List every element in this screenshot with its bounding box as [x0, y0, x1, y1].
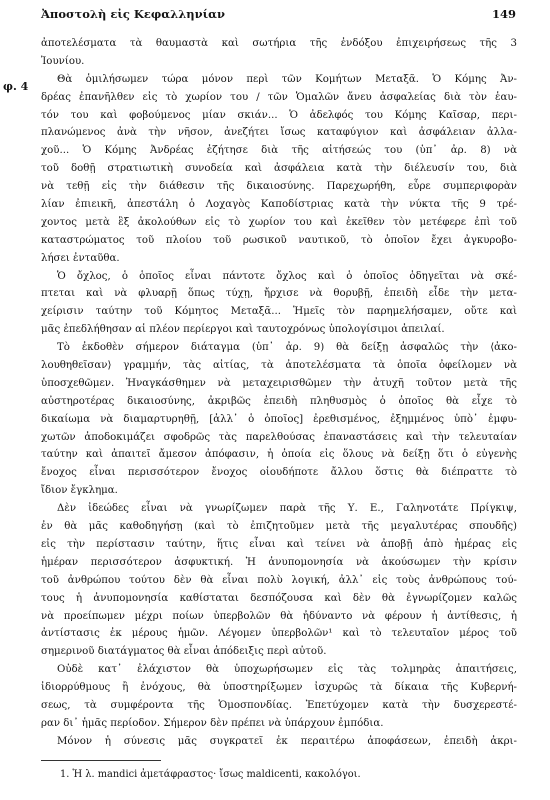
- text-line: νὰ προείπωμεν μέχρι ποίων ὑπερβολῶν θὰ ἠδύναντο νὰ φέρουν ἡ ἀντίθεσις, ἡ: [41, 610, 517, 622]
- text-line: χοντος μετὰ ἓξ ἀκολούθων εἰς τὸ χωρίον του καὶ ἐκεῖθεν τὸν μετέφερε ἐπὶ τοῦ: [41, 216, 517, 228]
- text-line: λίαν ἐπιεικῆ, ἀπεστάλη ὁ Λοχαγὸς Καποδίστριας κατὰ τὴν νύκτα τῆς 9 τρέ-: [41, 199, 517, 211]
- text-line: δικαίωμα νὰ διαμαρτυρηθῇ, [ἀλλ᾽ ὁ ὁποῖος] ἐρεθισμένος, ἐξημμένος ὑπὸ᾽ ἐμφυ-: [41, 413, 517, 425]
- text-line: δρέας ἐπανῆλθεν εἰς τὸ χωρίον του / τῶν Ὁμαλῶν ἄνευ ἀσφαλείας διὰ τὸν ἑαυ-: [41, 91, 517, 103]
- text-line: ἐν θὰ μᾶς καθοδηγήσῃ (καὶ τὸ ἐπιζητοῦμεν μετὰ τῆς μεγαλυτέρας σπουδῆς): [41, 521, 517, 533]
- text-line: ἀποτελέσματα τὰ θαυμαστὰ καὶ σωτήρια τῆς ἐνδόξου ἐπιχειρήσεως τῆς 3: [41, 38, 517, 49]
- text-line: νὰ τεθῇ εἰς τὴν διάθεσιν τῆς δικαιοσύνης. Παρεχωρήθη, εὗρε συμπεριφορὰν: [41, 181, 517, 193]
- text-line: ἡμέραν περισσότερον ἀσφυκτική. Ἡ ἀνυπομονησία νὰ ἀκούσωμεν τὴν κρίσιν: [41, 556, 517, 568]
- margin-folio-note: φ. 4: [3, 80, 29, 93]
- text-line: πτεται καὶ νὰ φλυαρῇ ὅπως τύχῃ, ἤρχισε νὰ θορυβῇ, ἐπειδὴ εἶδε τὴν μετα-: [41, 288, 517, 300]
- text-line: μᾶς ἐπεδλήθησαν αἱ πλέον περίεργοι καὶ ταυτοχρόνως ὑπολογίσιμοι ἀπειλαί.: [41, 324, 445, 336]
- text-line: καταστρώματος τοῦ πλοίου τοῦ ρωσικοῦ ναυτικοῦ, τὸ ὁποῖον ἔχει ἀγκυροβο-: [41, 234, 517, 246]
- text-line: λουθηθεῖσαν⟩ γραμμήν, τὰς αἰτίας, τὰ ἀποτελέσματα τὰ ὁποῖα ὀφείλομεν νὰ: [41, 360, 517, 372]
- text-line: Θὰ ὁμιλήσωμεν τώρα μόνον περὶ τῶν Κομήτων Μεταξᾶ. Ὁ Κόμης Ἀν-: [57, 73, 517, 85]
- text-line: τοῦ δοθῇ στρατιωτικὴ συνοδεία καὶ ἀσφάλεια κατὰ τὴν διέλευσίν του, διὰ: [41, 163, 517, 175]
- running-title: Ἀποστολὴ εἰς Κεφαλληνίαν: [41, 7, 225, 21]
- text-line: εἰς τὴν περίστασιν ταύτην, ἥτις εἶναι καὶ τείνει νὰ ἀποβῇ ἀπὸ ἡμέρας εἰς: [41, 538, 517, 550]
- text-line: σεως, τὰ συμφέροντα τῆς Ὁμοσπονδίας. Ἐπετύχομεν κατὰ τὴν δυσχερεστέ-: [41, 699, 517, 711]
- text-line: Δὲν ἰδεώδες εἶναι νὰ γνωρίζωμεν παρὰ τῆς Υ. Ε., Γαληνοτάτε Πρίγκιψ,: [57, 503, 517, 515]
- page-number: 149: [491, 7, 516, 21]
- running-head: [41, 7, 516, 21]
- text-line: λήσει ἐνταῦθα.: [41, 252, 120, 264]
- text-line: Ἰουνίου.: [41, 55, 85, 67]
- text-line: χοῦ... Ὁ Κόμης Ἀνδρέας ἐζήτησε διὰ τῆς αἰτήσεώς του (ὑπ᾽ ἀρ. 8) νὰ: [41, 145, 517, 157]
- text-line: σημερινοῦ διατάγματος θὰ εἶναι ἀπόδειξις περὶ αὐτοῦ.: [41, 646, 327, 658]
- text-line: ὑποσχεθῶμεν. Ἠναγκάσθημεν νὰ μεταχειρισθῶμεν τὴν ἀτυχῆ τοῦτον μετὰ τῆς: [41, 377, 517, 389]
- text-line: πλανώμενος ἀνὰ τὴν νῆσον, ἀνεζήτει ἴσως καταφύγιον καὶ ἀσφάλειαν ἀλλα-: [41, 127, 517, 139]
- text-line: αὐστηροτέρας δικαιοσύνης, ἀκριβῶς ἐπειδὴ πληθυσμὸς ὁ ὁποῖος θὰ εἶχε τὸ: [41, 395, 517, 407]
- text-line: ταύτην καὶ ἀπαιτεῖ ἄμεσον ἀπόφασιν, ἡ ὁποία εἰς ὅλους νὰ δείξῃ ὅτι ὁ εὐγενὴς: [41, 449, 517, 461]
- footnote: 1. Ἡ λ. mandici ἀμετάφραστος· ἴσως maldicenti, κακολόγοι.: [60, 769, 361, 780]
- text-line: Τὸ ἐκδοθὲν σήμερον διάταγμα (ὑπ᾽ ἀρ. 9) θὰ δείξῃ ἀσφαλῶς τὴν ⟨ἀκο-: [57, 342, 517, 354]
- text-line: ἀντίστασις ἐκ μέρους ἡμῶν. Λέγομεν ὑπερβολῶν¹ καὶ τὸ τελευταῖον μέρος τοῦ: [41, 628, 517, 640]
- text-line: τους ἡ ἀνυπομονησία καθίσταται δεσπόζουσα καὶ δὲν θὰ ἐγνωρίζομεν καλῶς: [41, 592, 517, 604]
- text-line: Ὁ ὄχλος, ὁ ὁποῖος εἶναι πάντοτε ὄχλος καὶ ὁ ὁποῖος ὁδηγεῖται νὰ σκέ-: [57, 270, 517, 282]
- text-line: ραν δι᾽ ἡμᾶς περίοδον. Σήμερον δὲν πρέπει νὰ ὑπάρχουν ἐμπόδια.: [41, 717, 384, 729]
- text-line: τόν του καὶ φοβούμενος μίαν σκιάν... Ὁ ἀδελφός του Κόμης Καῖσαρ, περι-: [41, 109, 517, 121]
- text-line: ἰδιορρύθμους ἢ ἐνόχους, θὰ ὑποστηρίξωμεν ἰσχυρῶς τὰ δίκαια τῆς Κυβερνή-: [41, 682, 517, 694]
- text-line: ἔνοχος εἶναι περισσότερον ἔνοχος οἱουδήποτε ἄλλου ὅστις θὰ διέπραττε τὸ: [41, 467, 517, 479]
- body-text: [41, 35, 517, 751]
- text-line: ἴδιον ἔγκλημα.: [41, 485, 118, 497]
- text-line: Οὐδὲ κατ᾽ ἐλάχιστον θὰ ὑποχωρήσωμεν εἰς τὰς τολμηρὰς ἀπαιτήσεις,: [57, 664, 517, 676]
- text-line: χωτῶν ἀποδοκιμάζει σφοδρῶς τὰς παρελθούσας ἐπαναστάσεις καὶ τὴν τελευταίαν: [41, 431, 517, 443]
- footnote-rule: [41, 760, 161, 761]
- text-line: Μόνον ἡ σύνεσις μᾶς συγκρατεῖ ἐκ περαιτέρω ἀποφάσεων, ἐπειδὴ ἀκρι-: [57, 735, 517, 747]
- text-line: χείρισιν ταύτην τοῦ Κόμητος Μεταξᾶ... Ἡμεῖς τὸν παρημελήσαμεν, οὔτε καὶ: [41, 306, 517, 318]
- text-line: τοῦ ἀνθρώπου τούτου δὲν θὰ εἶναι πολὺ λογική, ἀλλ᾽ εἰς τοὺς ἀνθρώπους τού-: [41, 574, 517, 586]
